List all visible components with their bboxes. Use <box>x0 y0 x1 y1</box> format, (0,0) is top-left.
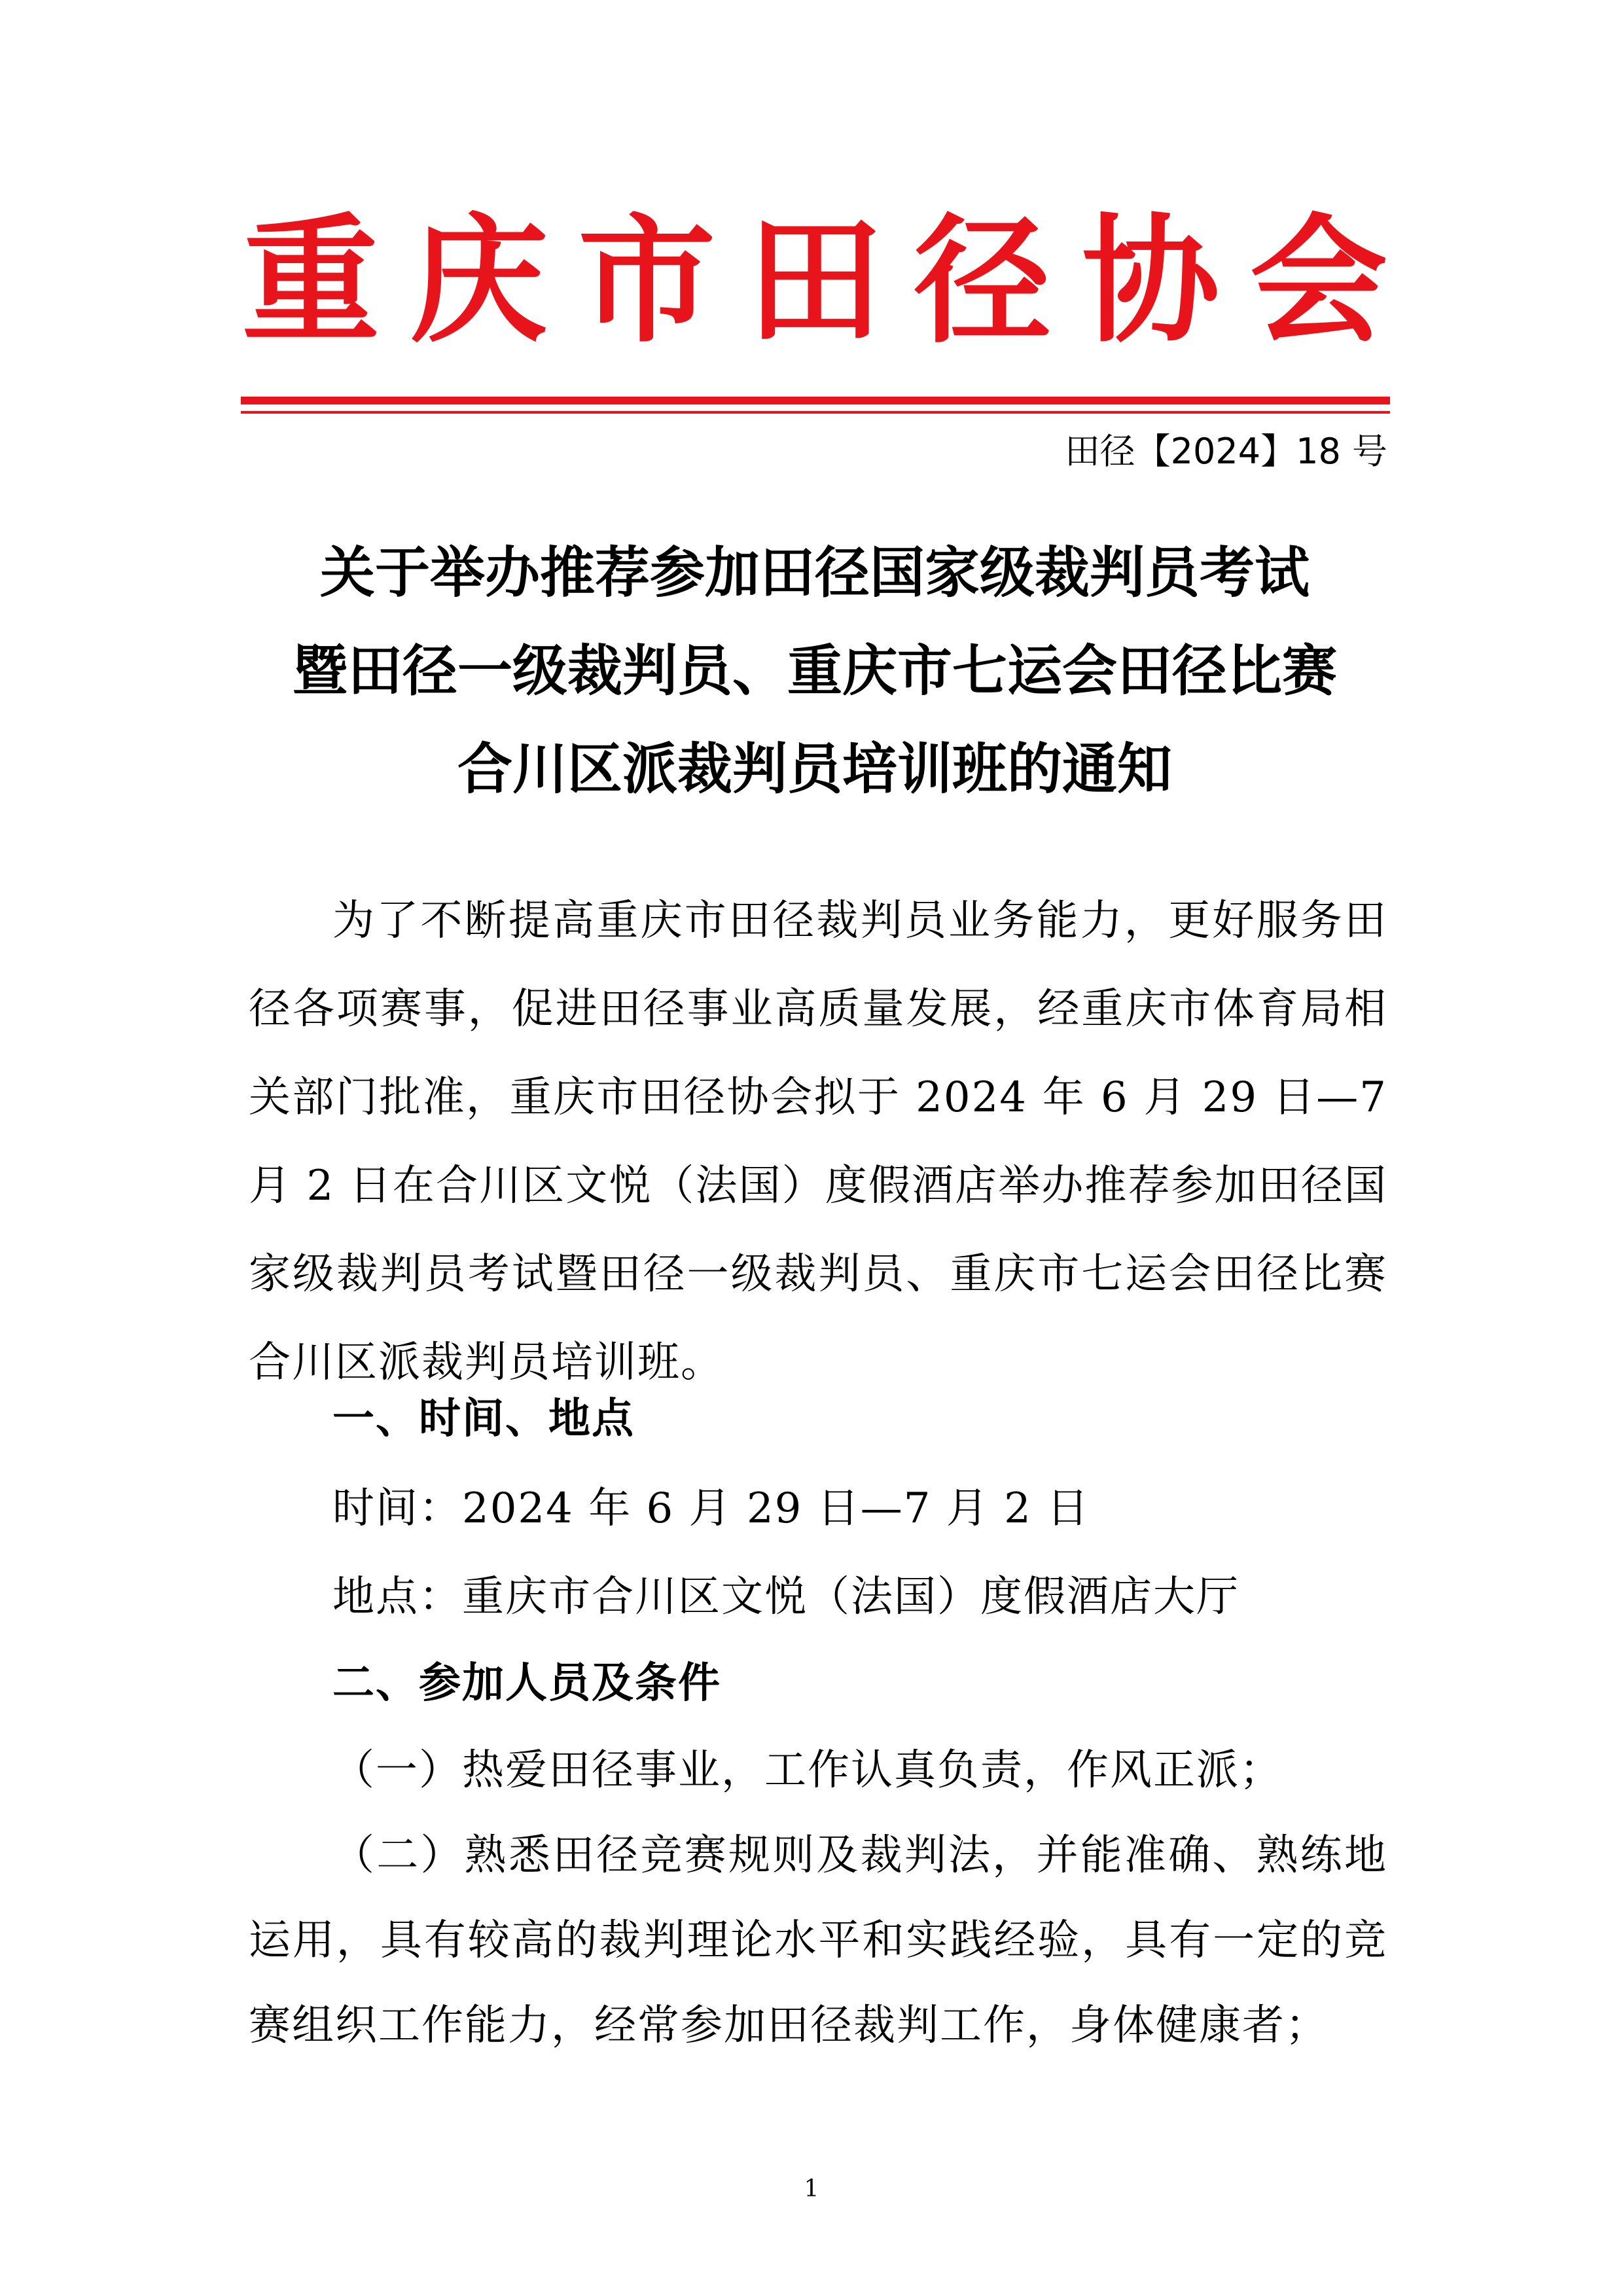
condition-item-1: （一）热爱田径事业，工作认真负责，作风正派； <box>332 1746 1283 1795</box>
section-heading-time-place: 一、时间、地点 <box>332 1395 635 1443</box>
letterhead-char: 径 <box>914 201 1052 361</box>
letterhead-char: 会 <box>1249 201 1387 361</box>
section-heading-participants: 二、参加人员及条件 <box>332 1659 721 1708</box>
letterhead-char: 协 <box>1082 201 1220 361</box>
notice-title-line: 暨田径一级裁判员、重庆市七运会田径比赛 <box>292 639 1337 703</box>
page-number: 1 <box>804 2176 819 2202</box>
letterhead-char: 重 <box>242 201 380 361</box>
letterhead-char: 市 <box>578 201 716 361</box>
place-line: 地点：重庆市合川区文悦（法国）度假酒店大厅 <box>332 1573 1240 1621</box>
document-number: 田径【2024】18 号 <box>1064 431 1387 472</box>
notice-title-line: 关于举办推荐参加田径国家级裁判员考试 <box>319 541 1310 605</box>
intro-paragraph: 为了不断提高重庆市田径裁判员业务能力，更好服务田径各项赛事，促进田径事业高质量发展，经重庆市体育局相关部门批准，重庆市田径协会拟于 2024 年 6 月 29 日—7 月 2 日在合川区文悦（法国）度假酒店举办推荐参加田径国家级裁判员考试暨田径一级裁判员、重庆市七运会田径比赛合川区派裁判员培训班。 <box>249 897 1387 1387</box>
letterhead-char: 田 <box>745 201 883 361</box>
condition-item-2: （二）熟悉田径竞赛规则及裁判法，并能准确、熟练地运用，具有较高的裁判理论水平和实践经验，具有一定的竞赛组织工作能力，经常参加田径裁判工作，身体健康者； <box>249 1831 1387 2050</box>
letterhead-char: 庆 <box>410 201 548 361</box>
time-line: 时间：2024 年 6 月 29 日—7 月 2 日 <box>332 1484 1090 1533</box>
notice-title-line: 合川区派裁判员培训班的通知 <box>457 737 1172 801</box>
